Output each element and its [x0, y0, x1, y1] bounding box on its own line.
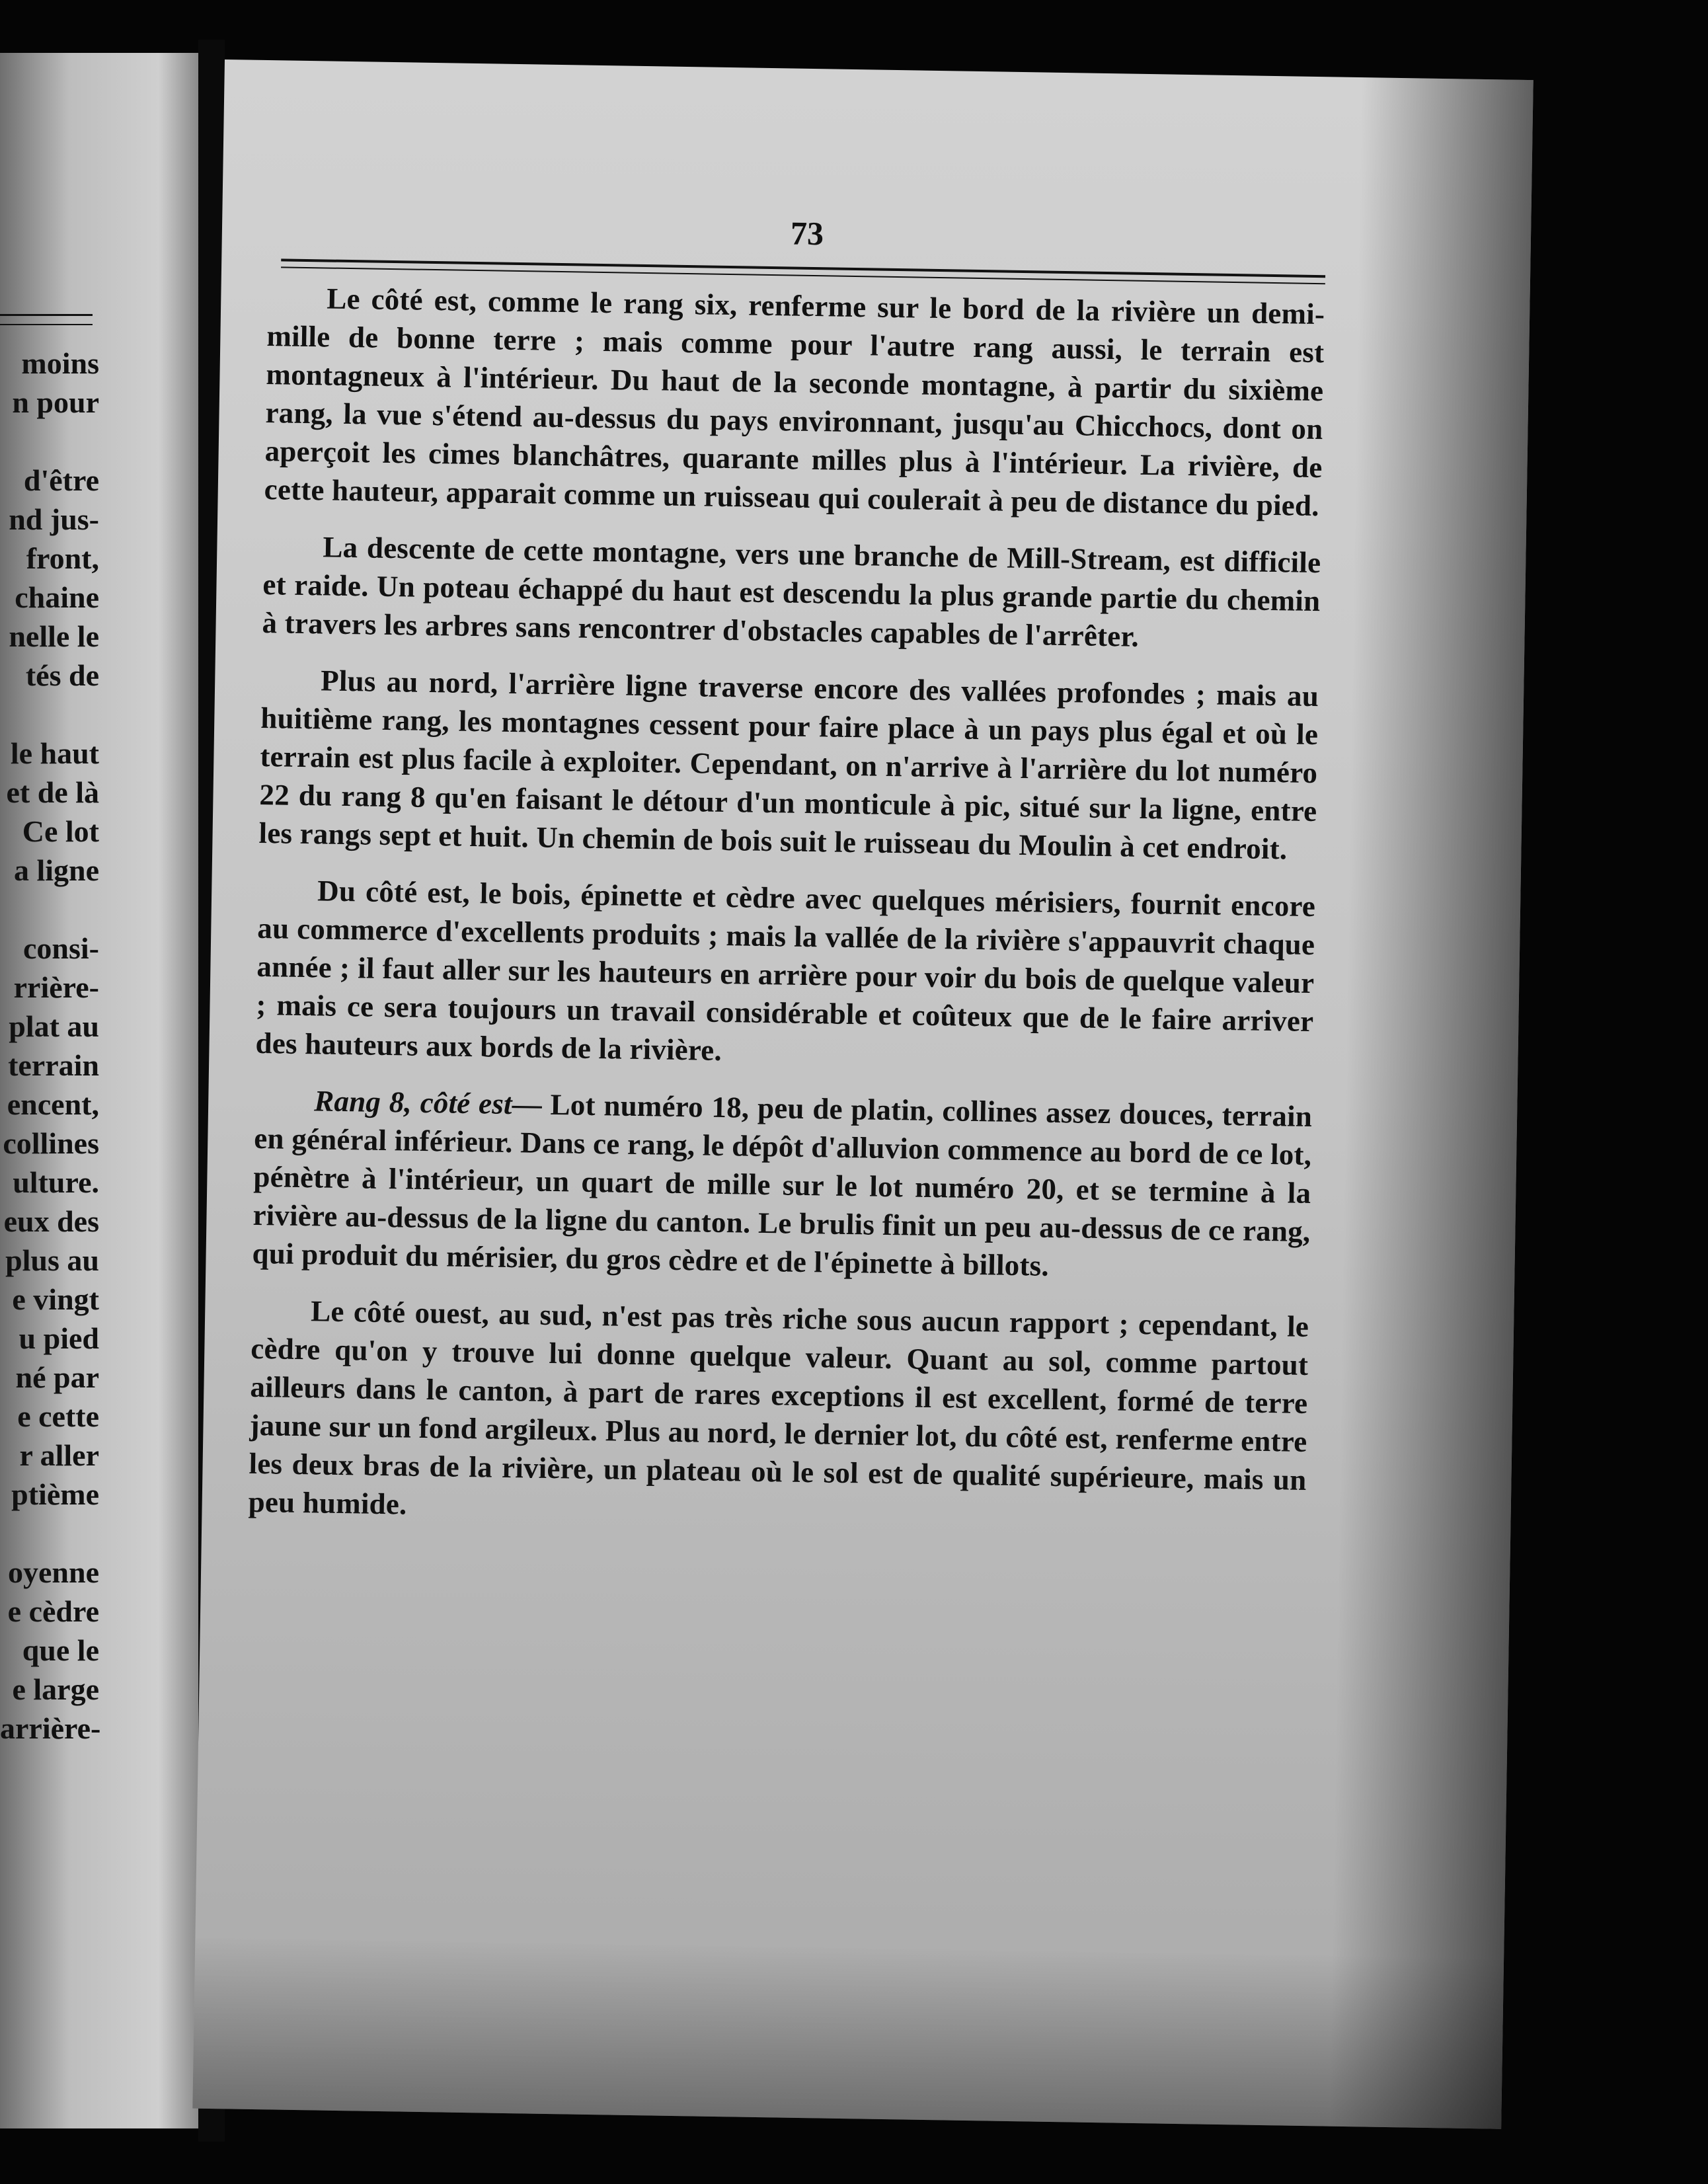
- paragraph-text: — Lot numéro 18, peu de platin, collines assez douces, terrain en général inférieur. Dans ce rang, le dépôt d'alluvion commence au bord de ce lot, pénètre à l'intérieur, un quart de mille sur le lot numéro 20, et se termine à la rivière au-dessus de la ligne du canton. Le brulis finit un peu au-dessus de ce rang, qui produit du mérisier, du gros cèdre et de l'épinette à billots.: [252, 1087, 1313, 1282]
- paragraph-text: Du côté est, le bois, épinette et cèdre avec quelques mérisiers, fournit encore au commerce d'excellents produits ; mais la vallée de la rivière s'appauvrit chaque année ; il faut aller sur les hauteurs en arrière pour voir du bois de quelque valeur ; mais ce sera toujours un travail considérable et coûteux que de le faire arriver des hauteurs aux bords de la rivière.: [255, 874, 1316, 1067]
- paragraph: [252, 1081, 1312, 1289]
- paragraph: [255, 871, 1315, 1079]
- previous-page-text: [0, 344, 99, 1748]
- paragraph-text: Le côté est, comme le rang six, renferme sur le bord de la rivière un demi-mille de bonne terre ; mais comme pour l'autre rang aussi, le terrain est montagneux à l'intérieur. Du haut de la seconde montagne, à partir du sixième rang, la vue s'étend au-dessus du pays environnant, jusqu'au Chicchocs, dont on aperçoit les cimes blanchâtres, quarante milles plus à l'intérieur. La rivière, de cette hauteur, apparait comme un ruisseau qui coulerait à peu de distance du pied.: [264, 282, 1325, 523]
- previous-page-line: [0, 1514, 99, 1553]
- previous-page-line: né par: [15, 1360, 99, 1394]
- previous-page-fragment: [0, 53, 198, 2128]
- paragraph: [264, 278, 1325, 525]
- previous-page-line: nelle le: [9, 619, 99, 653]
- previous-page-line: d'être: [23, 463, 99, 497]
- previous-page-line: encent,: [7, 1087, 99, 1121]
- previous-page-line: plus au: [5, 1243, 99, 1277]
- previous-page-header-rule-thin: [0, 324, 93, 325]
- previous-page-line: [0, 890, 99, 929]
- previous-page-line: [0, 422, 99, 461]
- previous-page-line: plat au: [9, 1009, 99, 1043]
- previous-page-line: consi-: [23, 931, 99, 965]
- previous-page-line: ulture.: [13, 1165, 99, 1199]
- previous-page-line: u pied: [19, 1321, 99, 1355]
- paragraph: [262, 527, 1321, 658]
- previous-page-line: a ligne: [13, 853, 99, 887]
- paragraph: [248, 1291, 1309, 1538]
- paragraph-lead: Rang 8, côté est: [313, 1084, 513, 1121]
- previous-page-line: nd jus-: [9, 502, 99, 536]
- previous-page-line: le haut: [10, 736, 99, 770]
- previous-page-line: terrain: [8, 1048, 99, 1082]
- previous-page-header-rule: [0, 314, 93, 316]
- previous-page-line: front,: [26, 541, 99, 575]
- previous-page-line: collines: [3, 1126, 99, 1160]
- previous-page-line: tés de: [25, 658, 99, 692]
- paragraph-text: La descente de cette montagne, vers une branche de Mill-Stream, est difficile et raide. Un poteau échappé du haut est descendu la plus grande partie du chemin à travers les arbres sans rencontrer d'obstacles capables de l'arrêter.: [262, 530, 1321, 653]
- previous-page-line: chaine: [15, 580, 99, 614]
- previous-page-line: r aller: [19, 1438, 99, 1472]
- previous-page-line: que le: [22, 1633, 99, 1667]
- previous-page-line: e large: [12, 1672, 99, 1706]
- paragraph-text: Plus au nord, l'arrière ligne traverse encore des vallées profondes ; mais au huitième rang, les montagnes cessent pour faire place à un pays plus égal et où le terrain est plus facile à exploiter. Cependant, on n'arrive à l'arrière du lot numéro 22 du rang 8 qu'en faisant le détour d'un monticule à pic, situé sur la ligne, entre les rangs sept et huit. Un chemin de bois suit le ruisseau du Moulin à cet endroit.: [258, 664, 1319, 866]
- previous-page-line: ptième: [11, 1477, 99, 1511]
- previous-page-line: oyenne: [8, 1555, 99, 1589]
- previous-page-line: arrière-: [0, 1711, 101, 1745]
- page-bottom-shadow: [192, 1937, 1504, 2129]
- page-edge-shadow: [1329, 77, 1533, 2129]
- previous-page-line: eux des: [3, 1204, 99, 1238]
- previous-page-line: e vingt: [12, 1282, 99, 1316]
- paragraph-text: Le côté ouest, au sud, n'est pas très riche sous aucun rapport ; cependant, le cèdre qu'on y trouve lui donne quelque valeur. Quant au sol, comme partout ailleurs dans le canton, à part de rares exceptions il est excellent, formé de terre jaune sur un fond argileux. Plus au nord, le dernier lot, du côté est, renferme entre les deux bras de la rivière, un plateau où le sol est de qualité supérieure, mais un peu humide.: [248, 1294, 1309, 1521]
- main-page: [192, 59, 1533, 2129]
- previous-page-line: n pour: [12, 385, 99, 419]
- paragraph: [258, 660, 1319, 869]
- page-number: 73: [790, 214, 824, 253]
- previous-page-line: moins: [21, 346, 99, 380]
- previous-page-line: [0, 695, 99, 734]
- previous-page-line: e cette: [17, 1399, 99, 1433]
- previous-page-line: rrière-: [13, 970, 99, 1004]
- previous-page-line: Ce lot: [22, 814, 99, 848]
- previous-page-line: et de là: [6, 775, 99, 809]
- body-text: [248, 278, 1325, 1556]
- previous-page-line: e cèdre: [7, 1594, 99, 1628]
